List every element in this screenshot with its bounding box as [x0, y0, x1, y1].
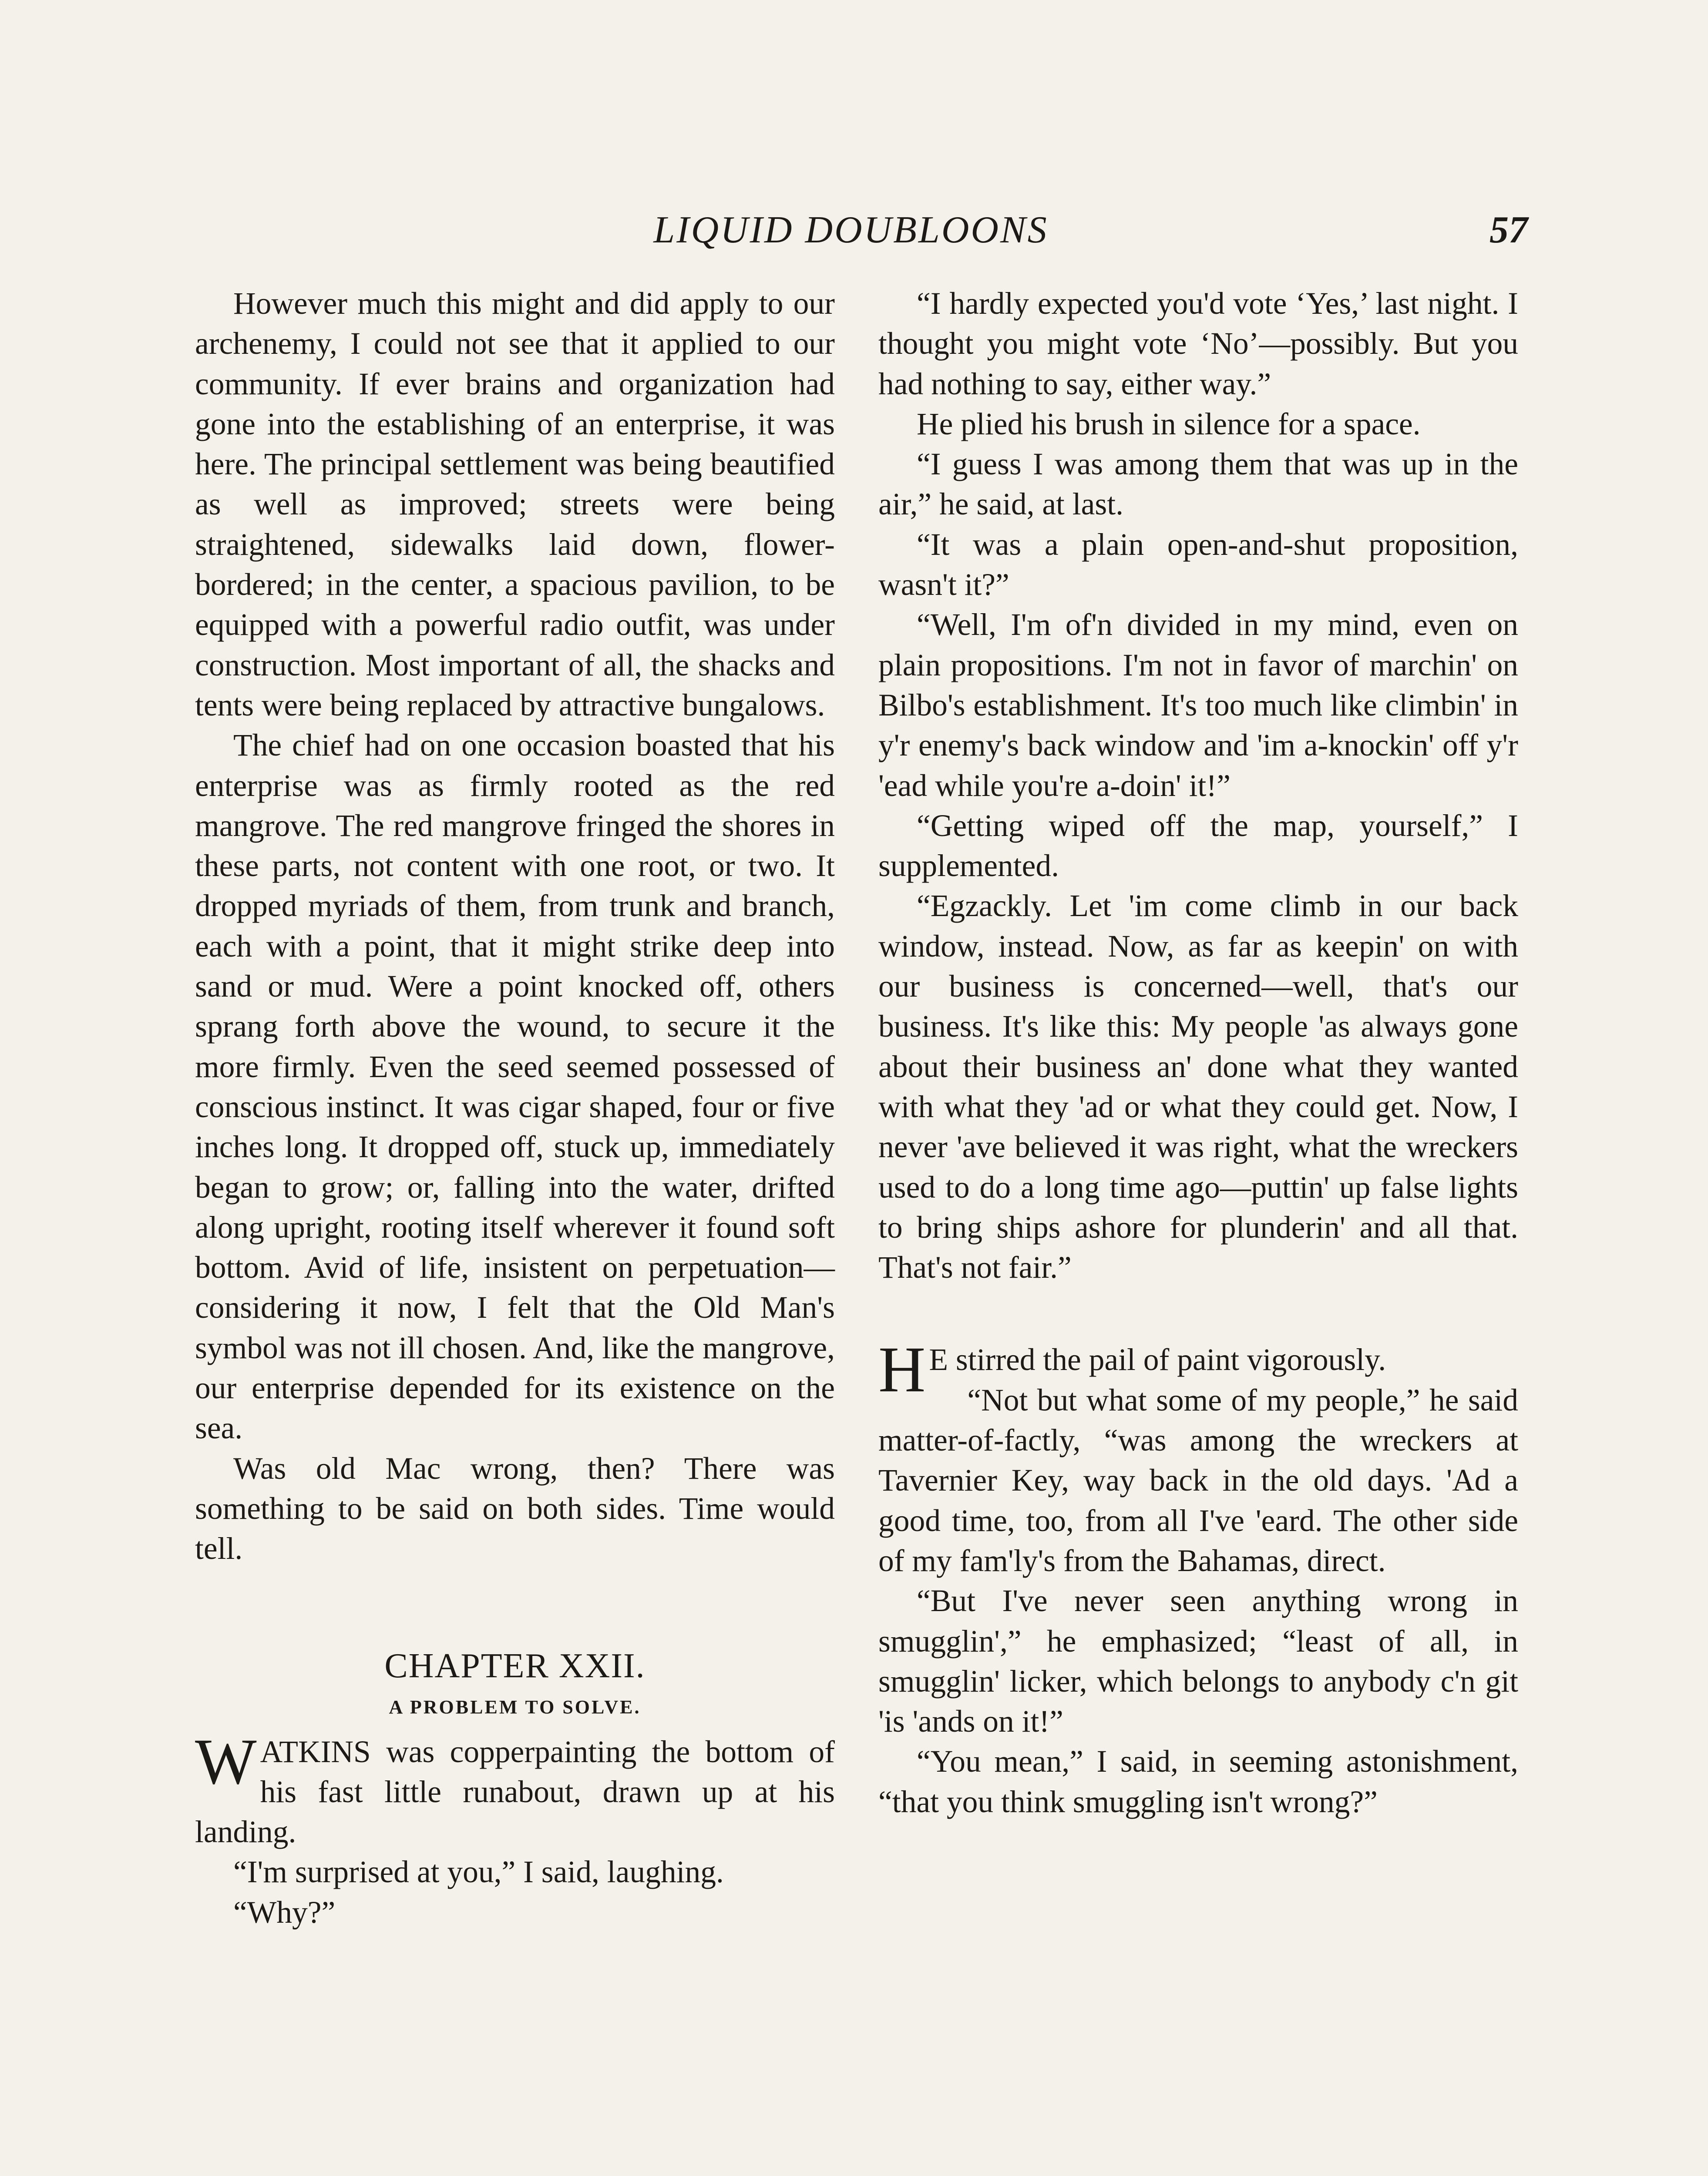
paragraph: He plied his brush in silence for a space.: [917, 406, 1421, 441]
page-number: 57: [1489, 209, 1528, 251]
paragraph: “Egzackly. Let 'im come climb in our back window, instead. Now, as far as keepin' on with our business is concerned—well, that's our business. It's like this: My people 'as always gone about their business an' done what they wanted with what they 'ad or what they could get. Now, I never 'ave believed it was right, what the wreckers used to do a long time ago—puttin' up false lights to bring ships ashore for plunderin' and all that. That's not fair.”: [878, 889, 1518, 1285]
paragraph: Was old Mac wrong, then? There was something to be said on both sides. Time would tell.: [195, 1451, 835, 1566]
paragraph: “Why?”: [233, 1895, 336, 1930]
paragraph: “But I've never seen anything wrong in smugglin',” he emphasized; “least of all, in smugglin' licker, which belongs to anybody c'n git 'is 'ands on it!”: [878, 1584, 1518, 1739]
opening-text: E stirred the pail of paint vigorously.: [929, 1343, 1386, 1377]
chapter-subtitle: A PROBLEM TO SOLVE.: [389, 1696, 641, 1718]
section-break: [878, 1288, 1518, 1340]
running-title: LIQUID DOUBLOONS: [653, 209, 1049, 251]
paragraph: “I'm surprised at you,” I said, laughing.: [233, 1855, 724, 1890]
paragraph: However much this might and did apply to our archenemy, I could not see that it applied to our community. If ever brains and organization had gone into the establishing of an enterprise, it was here. The principal settlement was being beautified as well as improved; streets were being straightened, sidewalks laid down, flower-bordered; in the center, a spacious pavilion, to be equipped with a powerful radio outfit, was under construction. Most important of all, the shacks and tents were being replaced by attractive bungalows.: [195, 286, 835, 722]
paragraph: “Getting wiped off the map, yourself,” I supplemented.: [878, 808, 1518, 883]
paragraph: “You mean,” I said, in seeming astonishment, “that you think smuggling isn't wrong?”: [878, 1744, 1518, 1819]
paragraph: The chief had on one occasion boasted that his enterprise was as firmly rooted as the red mangrove. The red mangrove fringed the shores in these parts, not content with one root, or two. It dropped myriads of them, from trunk and branch, each with a point, that it might strike deep into sand or mud. Were a point knocked off, others sprang forth above the wound, to secure it the more firmly. Even the seed seemed possessed of conscious instinct. It was cigar shaped, four or five inches long. It dropped off, stuck up, immediately began to grow; or, falling into the water, drifted along upright, rooting itself wherever it found soft bottom. Avid of life, insistent on perpetuation—considering it now, I felt that the Old Man's symbol was not ill chosen. And, like the mangrove, our enterprise depended for its existence on the sea.: [195, 728, 835, 1446]
section-opening-paragraph: [878, 1333, 1518, 1406]
paragraph: “Well, I'm of'n divided in my mind, even on plain propositions. I'm not in favor of marchin' on Bilbo's establishment. It's too much like climbin' in y'r enemy's back window and 'im a-knockin' off y'r 'ead while you're a-doin' it!”: [878, 608, 1518, 803]
paragraph: “It was a plain open-and-shut proposition, wasn't it?”: [878, 527, 1518, 602]
right-column: [878, 284, 1518, 1822]
chapter-title: CHAPTER XXII.: [384, 1646, 646, 1685]
left-column: [195, 284, 835, 1933]
paragraph: “I guess I was among them that was up in the air,” he said, at last.: [878, 447, 1518, 522]
paragraph: “Not but what some of my people,” he said matter-of-factly, “was among the wreckers at Tavernier Key, way back in the old days. 'Ad a good time, too, from all I've 'eard. The other side of my fam'ly's from the Bahamas, direct.: [878, 1383, 1518, 1578]
opening-text: ATKINS was copperpainting the bottom of his fast little runabout, drawn up at his landing.: [195, 1734, 835, 1850]
drop-cap: W: [195, 1725, 257, 1798]
page-header: [0, 208, 1708, 256]
chapter-opening-paragraph: [195, 1725, 835, 1853]
drop-cap: H: [878, 1333, 926, 1406]
paragraph: “I hardly expected you'd vote ‘Yes,’ last night. I thought you might vote ‘No’—possibly. But you had nothing to say, either way.”: [878, 286, 1518, 401]
